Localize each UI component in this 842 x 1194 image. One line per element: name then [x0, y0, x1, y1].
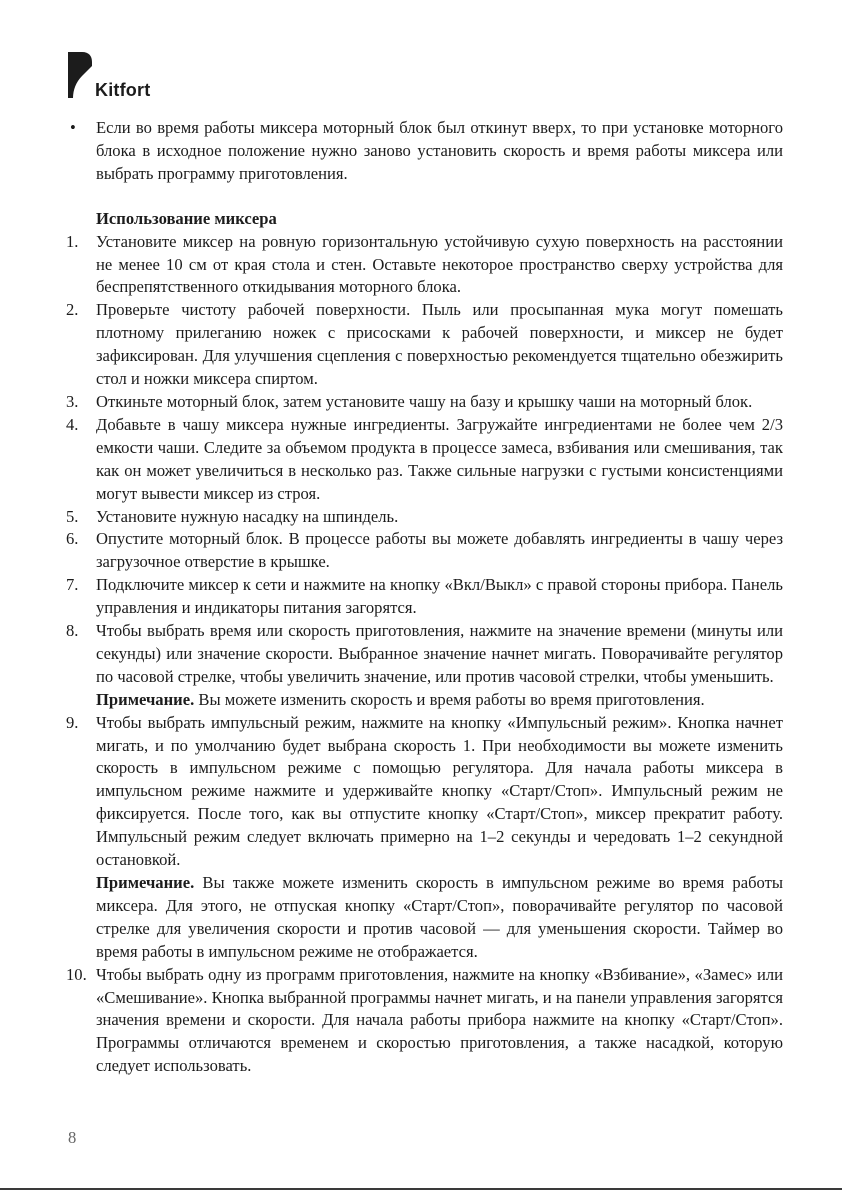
list-item — [66, 506, 783, 529]
kitfort-logo-icon — [68, 52, 94, 98]
note-label: Примечание. — [96, 873, 195, 892]
manual-text — [66, 117, 783, 1078]
list-item — [66, 391, 783, 414]
note-text: Вы можете изменить скорость и время работы во время приготовления. — [194, 689, 705, 709]
list-item — [66, 414, 783, 506]
item-number: 10. — [66, 964, 87, 984]
item-number: 9. — [66, 712, 79, 732]
item-number: 6. — [66, 529, 79, 549]
item-text: Опустите моторный блок. В процессе работы вы можете добавлять ингредиенты в чашу через загрузочное отверстие в крышке. — [96, 529, 783, 572]
item-number: 5. — [66, 506, 79, 526]
list-item — [66, 620, 783, 689]
item-text: Установите миксер на ровную горизонтальную устойчивую сухую поверхность на расстоянии не менее 10 см от края стола и стен. Оставьте некоторое пространство сверху устройства для беспрепятственного откидывания моторного блока. — [96, 231, 783, 297]
note — [66, 689, 783, 712]
bullet-text: Если во время работы миксера моторный блок был откинут вверх, то при установке моторного блока в исходное положение нужно заново установить скорость и время работы миксера или выбрать программу приготовления. — [96, 118, 783, 183]
item-number: 7. — [66, 575, 79, 595]
note-text: Вы также можете изменить скорость в импульсном режиме во время работы миксера. Для этого, не отпуская кнопку «Старт/Стоп», поворачивайте регулятор по часовой стрелке для увеличения скорости и против часовой — для уменьшения скорости. Таймер во время работы в импульсном режиме не отображается. — [96, 873, 783, 961]
kitfort-logo — [68, 52, 268, 104]
list-item — [66, 574, 783, 620]
list-item — [66, 299, 783, 391]
note — [66, 872, 783, 964]
item-number: 2. — [66, 300, 79, 320]
list-item — [66, 231, 783, 300]
bullet-item — [66, 117, 783, 186]
item-number: 8. — [66, 621, 79, 641]
item-text: Подключите миксер к сети и нажмите на кнопку «Вкл/Выкл» с правой стороны прибора. Панель управления и индикаторы питания загорятся. — [96, 575, 783, 618]
bottom-rule — [0, 1188, 842, 1190]
item-text: Чтобы выбрать импульсный режим, нажмите на кнопку «Импульсный режим». Кнопка начнет мигать, и по умолчанию будет выбрана скорость 1. При необходимости вы можете изменить скорость в импульсном режиме с помощью регулятора. Для начала работы миксера в импульсном режиме нажмите и удерживайте кнопку «Старт/Стоп». Импульсный режим не фиксируется. После того, как вы отпустите кнопку «Старт/Стоп», миксер прекратит работу. Импульсный режим следует включать примерно на 1–2 секунды и чередовать 1–2 секундной остановкой. — [96, 712, 783, 870]
item-number: 1. — [66, 231, 79, 251]
item-text: Чтобы выбрать одну из программ приготовления, нажмите на кнопку «Взбивание», «Замес» или «Смешивание». Кнопка выбранной программы начнет мигать, и на панели управления загорятся значения времени и скорости. Для начала работы прибора нажмите на кнопку «Старт/Стоп». Программы отличаются временем и скоростью приготовления, а также насадкой, которую следует использовать. — [96, 964, 783, 1076]
item-text: Чтобы выбрать время или скорость приготовления, нажмите на значение времени (минуты или секунды) или значение скорости. Выбранное значение начнет мигать. Поворачивайте регулятор по часовой стрелке, чтобы увеличить значение, или против часовой стрелки, чтобы уменьшить. — [96, 621, 783, 686]
list-item — [66, 964, 783, 1079]
list-item — [66, 528, 783, 574]
list-item — [66, 712, 783, 872]
page-number: 8 — [68, 1128, 77, 1147]
note-label: Примечание. — [96, 689, 195, 709]
brand-name: Kitfort — [95, 80, 151, 100]
section-heading: Использование миксера — [96, 208, 277, 228]
item-text: Добавьте в чашу миксера нужные ингредиенты. Загружайте ингредиентами не более чем 2/3 емкости чаши. Следите за объемом продукта в процессе замеса, взбивания или смешивания, так как он может увеличиться в несколько раз. Также сильные нагрузки с густыми консистенциями могут вывести миксер из строя. — [96, 414, 783, 503]
item-text: Откиньте моторный блок, затем установите чашу на базу и крышку чаши на моторный блок. — [96, 391, 753, 411]
item-number: 4. — [66, 414, 79, 434]
item-text: Установите нужную насадку на шпиндель. — [96, 506, 399, 526]
item-text: Проверьте чистоту рабочей поверхности. Пыль или просыпанная мука могут помешать плотному прилеганию ножек с присосками к рабочей поверхности, и миксер не будет зафиксирован. Для улучшения сцепления с поверхностью рекомендуется тщательно обезжирить стол и ножки миксера спиртом. — [96, 300, 783, 389]
bullet-marker: • — [70, 118, 76, 137]
item-number: 3. — [66, 391, 79, 411]
